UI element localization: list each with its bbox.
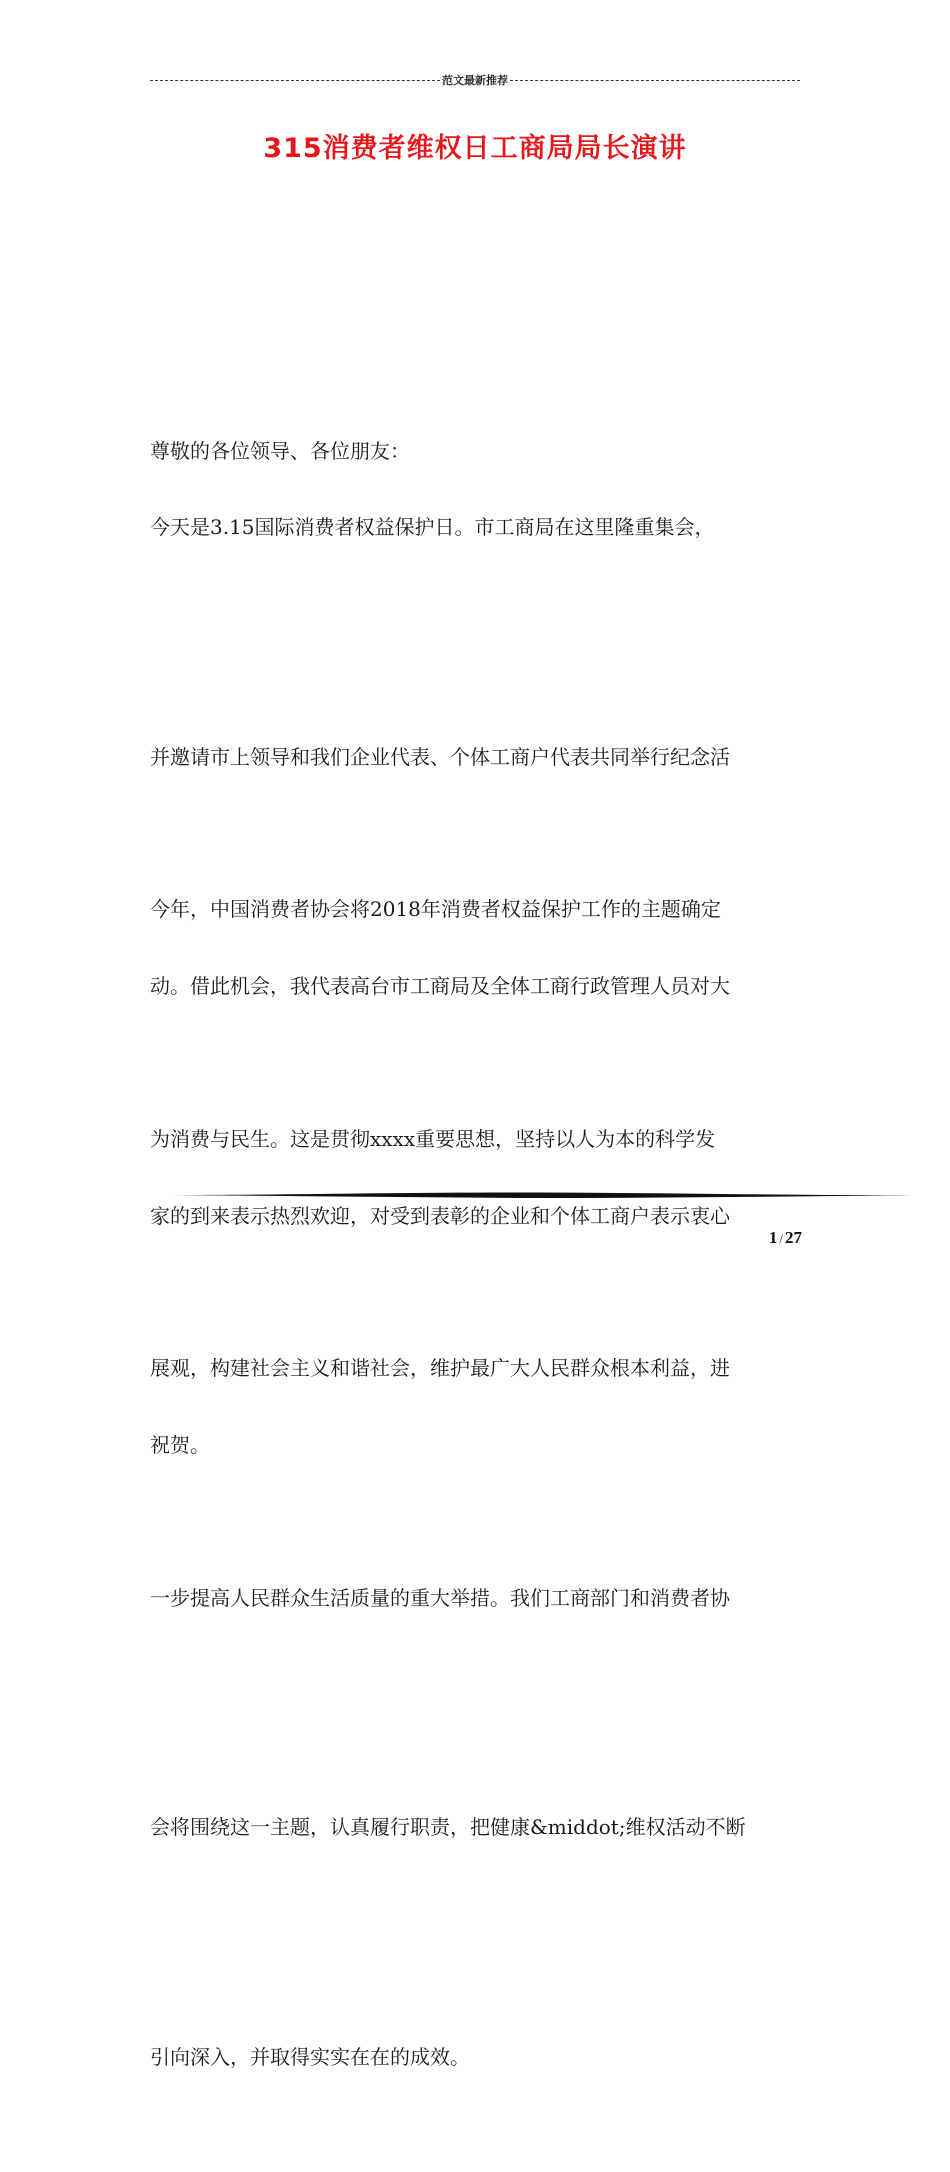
page-total: 27 xyxy=(785,1228,802,1247)
paragraph-line: 会将围绕这一主题，认真履行职责，把健康&middot;维权活动不断 xyxy=(150,1815,746,1839)
paragraph-line: 家的到来表示热烈欢迎，对受到表彰的企业和个体工商户表示衷心 xyxy=(150,1203,730,1228)
paragraph-line: 今年，中国消费者协会将2018年消费者权益保护工作的主题确定 xyxy=(150,897,721,921)
header-dash-left xyxy=(150,80,440,81)
paragraph-line: 并邀请市上领导和我们企业代表、个体工商户代表共同举行纪念活 xyxy=(150,744,730,769)
paragraph-line: 引向深入，并取得实实在在的成效。 xyxy=(150,2044,470,2069)
paragraph-line: 一步提高人民群众生活质量的重大举措。我们工商部门和消费者协 xyxy=(150,1585,730,1610)
paragraph-line: 祝贺。 xyxy=(150,1433,210,1457)
page-current: 1 xyxy=(768,1228,778,1247)
paragraph-line: 尊敬的各位领导、各位朋友： xyxy=(150,439,410,463)
document-title: 315消费者维权日工商局局长演讲 xyxy=(263,133,687,164)
paragraph-2 xyxy=(150,718,810,2172)
header-label: 范文最新推荐 xyxy=(442,74,508,87)
paragraph-line: 今天是3.15国际消费者权益保护日。市工商局在这里隆重集会， xyxy=(150,515,715,539)
paragraph-line: 动。借此机会，我代表高台市工商局及全体工商行政管理人员对大 xyxy=(150,974,730,998)
header-dash-right xyxy=(510,80,800,81)
footer-swoosh-divider xyxy=(160,1186,910,1202)
paragraph-line: 为消费与民生。这是贯彻xxxx重要思想，坚持以人为本的科学发 xyxy=(150,1126,716,1151)
page-separator: / xyxy=(779,1231,783,1246)
paragraph-line: 展观，构建社会主义和谐社会，维护最广大人民群众根本利益，进 xyxy=(150,1356,730,1380)
page-number xyxy=(700,1228,802,1248)
header-rule xyxy=(150,70,800,90)
